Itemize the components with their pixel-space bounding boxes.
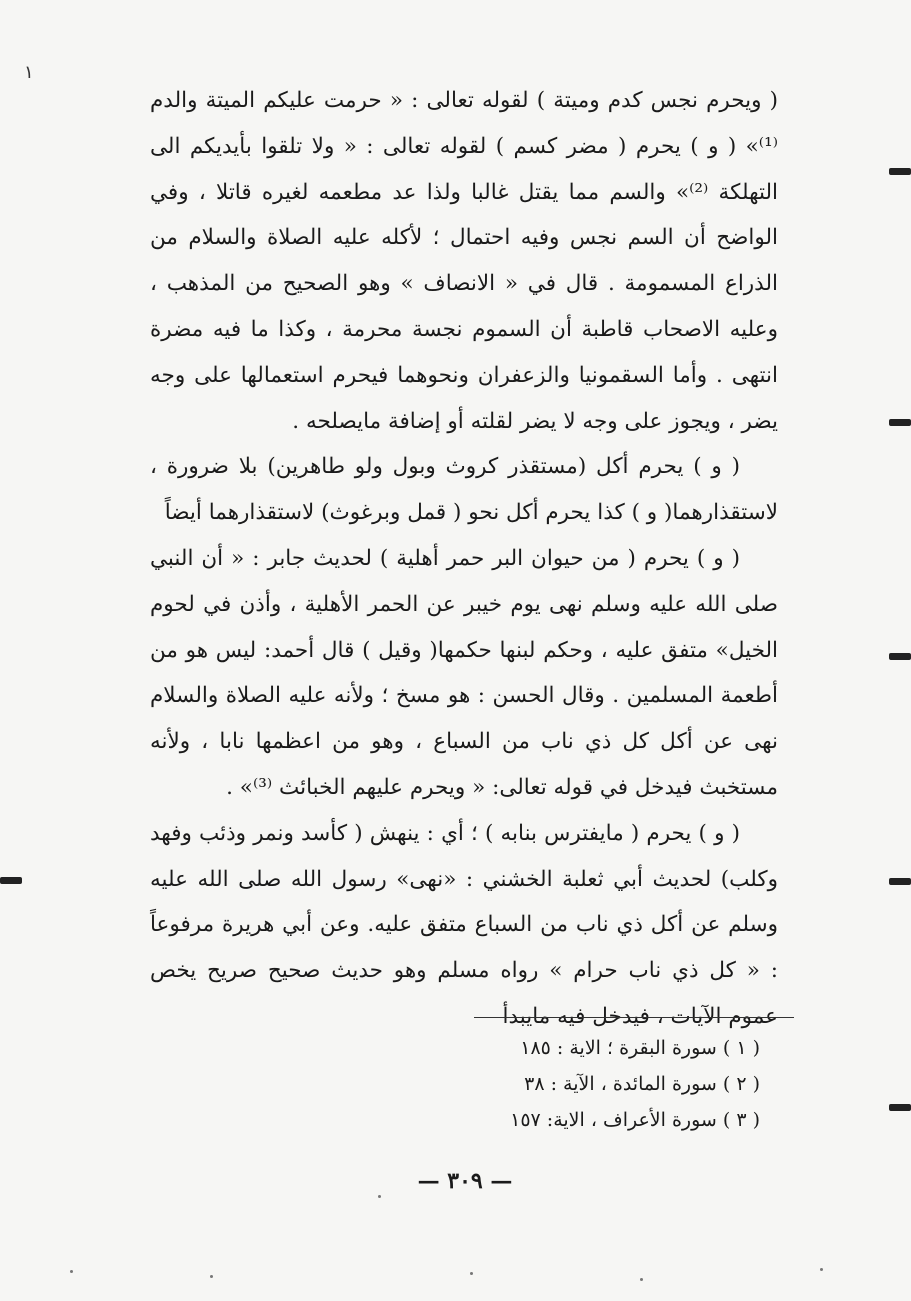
scan-speck bbox=[470, 1272, 473, 1275]
page-number: — ٣٠٩ — bbox=[417, 1168, 513, 1194]
margin-tick bbox=[889, 653, 911, 660]
main-text bbox=[150, 78, 778, 1040]
margin-tick bbox=[889, 878, 911, 885]
footnote: ( ٣ ) سورة الأعراف ، الاية: ١٥٧ bbox=[510, 1109, 760, 1131]
margin-tick bbox=[889, 419, 911, 426]
scan-speck bbox=[210, 1275, 213, 1278]
footnote: ( ٢ ) سورة المائدة ، الآية : ٣٨ bbox=[524, 1073, 760, 1095]
scan-speck bbox=[70, 1270, 73, 1273]
scan-speck bbox=[640, 1278, 643, 1281]
corner-mark: ١ bbox=[24, 62, 34, 83]
paragraph: ( ويحرم نجس كدم وميتة ) لقوله تعالى : « حرمت عليكم الميتة والدم ⁽¹⁾» ( و ) يحرم ( مضر كسم ) لقوله تعالى : « ولا تلقوا بأيديكم الى التهلكة ⁽²⁾» والسم مما يقتل غالبا ولذا عد مطعمه لغيره قاتلا ، وفي الواضح أن السم نجس وفيه احتمال ؛ لأكله عليه الصلاة والسلام من الذراع المسمومة . قال في « الانصاف » وهو الصحيح من المذهب ، وعليه الاصحاب قاطبة أن السموم نجسة محرمة ، وكذا ما فيه مضرة انتهى . وأما السقمونيا والزعفران ونحوهما فيحرم استعمالها على وجه يضر ، ويجوز على وجه لا يضر لقلته أو إضافة مايصلحه . bbox=[150, 88, 778, 434]
margin-tick bbox=[889, 1104, 911, 1111]
footnote: ( ١ ) سورة البقرة ؛ الاية : ١٨٥ bbox=[520, 1037, 760, 1059]
footnotes bbox=[440, 1030, 760, 1138]
paragraph: ( و ) يحرم ( من حيوان البر حمر أهلية ) لحديث جابر : « أن النبي صلى الله عليه وسلم نهى يوم خيبر عن الحمر الأهلية ، وأذن في لحوم الخيل» متفق عليه ، وحكم لبنها حكمها( وقيل ) قال أحمد: ليس هو من أطعمة المسلمين . وقال الحسن : هو مسخ ؛ ولأنه عليه الصلاة والسلام نهى عن أكل كل ذي ناب من السباع ، وهو من اعظمها نابا ، ولأنه مستخبث فيدخل في قوله تعالى: « ويحرم عليهم الخبائث ⁽³⁾» . bbox=[150, 545, 778, 800]
footnote-divider bbox=[474, 1017, 794, 1018]
margin-tick bbox=[889, 168, 911, 175]
paragraph: ( و ) يحرم أكل (مستقذر كروث وبول ولو طاهرين) بلا ضرورة ، لاستقذارهما( و ) كذا يحرم أكل نحو ( قمل وبرغوث) لاستقذارهما أيضاً bbox=[150, 454, 778, 526]
margin-tick bbox=[0, 877, 22, 884]
scan-speck bbox=[820, 1268, 823, 1271]
paragraph: ( و ) يحرم ( مايفترس بنابه ) ؛ أي : ينهش ( كأسد ونمر وذئب وفهد وكلب) لحديث أبي ثعلبة الخشني : «نهى» رسول الله صلى الله عليه وسلم عن أكل ذي ناب من السباع متفق عليه. وعن أبي هريرة مرفوعاً : « كل ذي ناب حرام » رواه مسلم وهو حديث صحيح صريح يخص عموم الآيات ، فيدخل فيه مايبدأ bbox=[150, 820, 778, 1029]
scan-speck bbox=[378, 1195, 381, 1198]
